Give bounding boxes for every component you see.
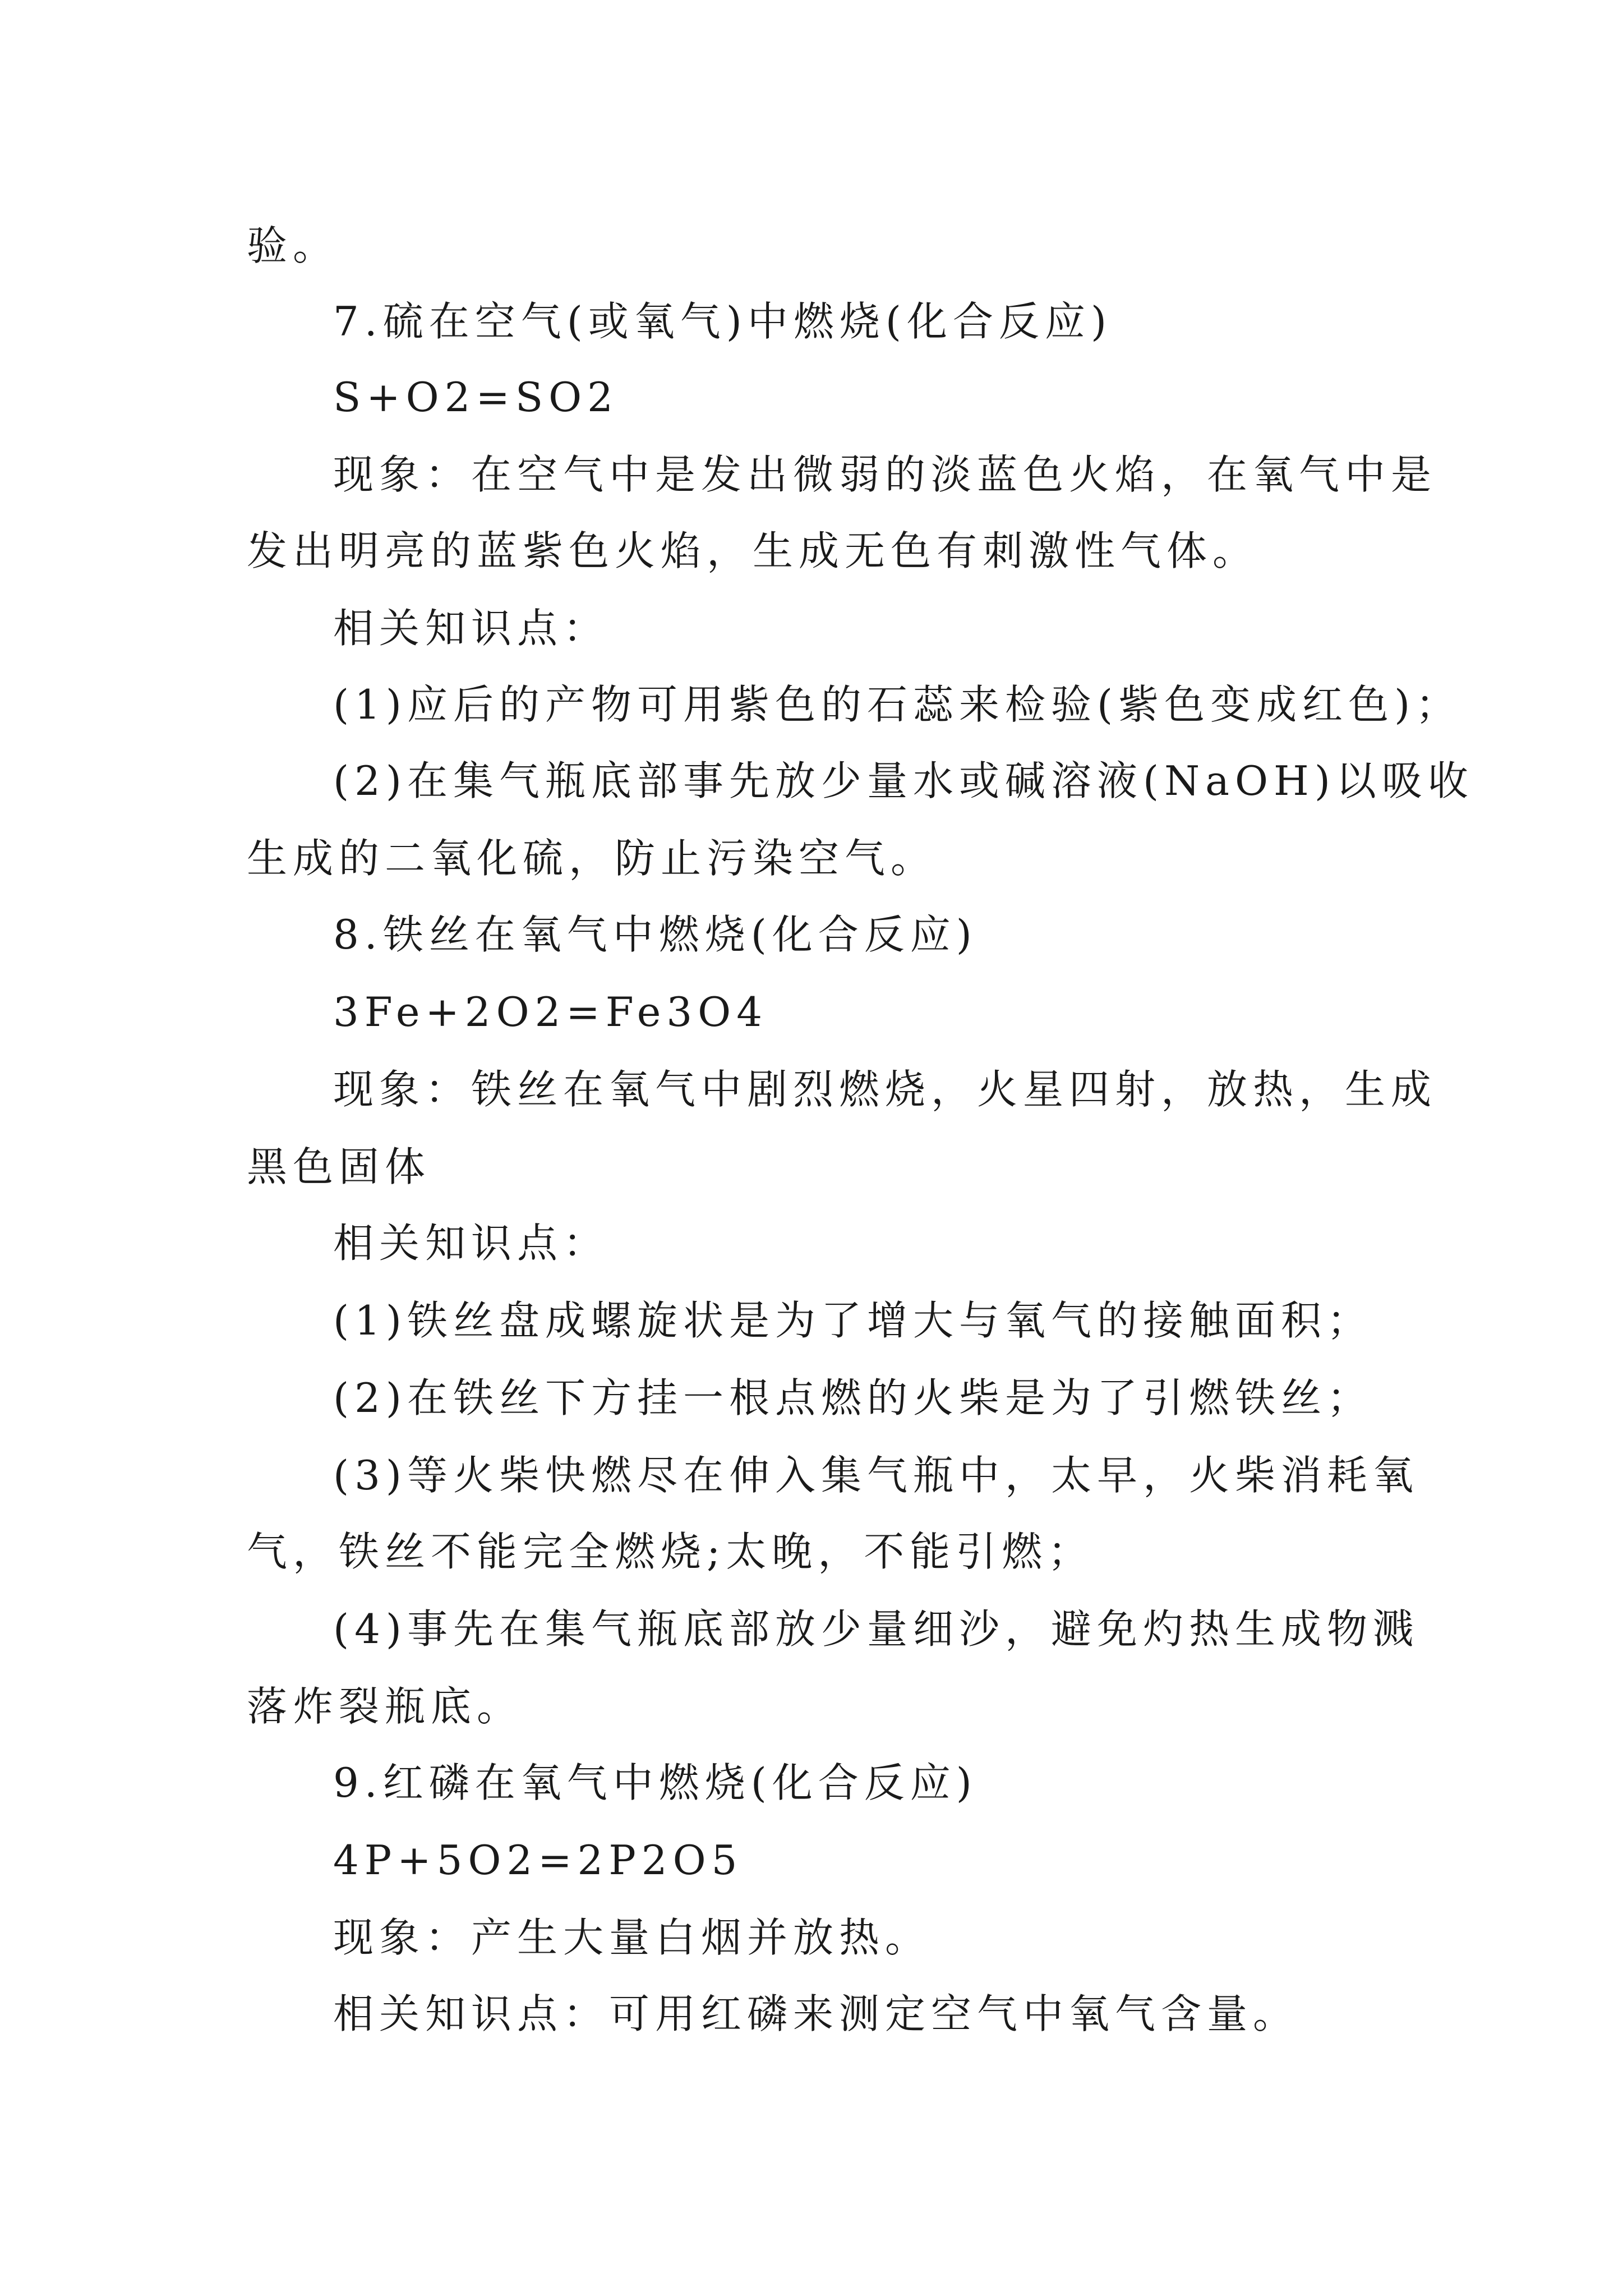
text-line: 相关知识点：可用红磷来测定空气中氧气含量。 (333, 1990, 1299, 2037)
text-line: 相关知识点： (333, 605, 610, 652)
section-heading-7: 7.硫在空气(或氧气)中燃烧(化合反应) (333, 298, 1113, 345)
text-line: 生成的二氧化硫，防止污染空气。 (247, 835, 937, 882)
text-line: 相关知识点： (333, 1220, 610, 1267)
text-line: (2)在集气瓶底部事先放少量水或碱溶液(NaOH)以吸收 (333, 757, 1474, 804)
section-heading-9: 9.红磷在氧气中燃烧(化合反应) (333, 1759, 978, 1806)
text-line: (1)铁丝盘成螺旋状是为了增大与氧气的接触面积； (333, 1297, 1373, 1344)
equation-line: 4P+5O2=2P2O5 (333, 1837, 743, 1884)
text-line: (3)等火柴快燃尽在伸入集气瓶中，太早，火柴消耗氧 (333, 1452, 1419, 1499)
text-line: 现象：在空气中是发出微弱的淡蓝色火焰，在氧气中是 (333, 451, 1437, 498)
text-line: 验。 (247, 222, 339, 269)
text-line: (4)事先在集气瓶底部放少量细沙，避免灼热生成物溅 (333, 1605, 1419, 1653)
text-line: (2)在铁丝下方挂一根点燃的火柴是为了引燃铁丝； (333, 1374, 1373, 1421)
equation-line: S+O2=SO2 (333, 374, 619, 421)
text-line: 黑色固体 (247, 1143, 431, 1190)
text-line: (1)应后的产物可用紫色的石蕊来检验(紫色变成红色)； (333, 681, 1462, 728)
text-line: 现象：铁丝在氧气中剧烈燃烧，火星四射，放热，生成 (333, 1066, 1437, 1113)
section-heading-8: 8.铁丝在氧气中燃烧(化合反应) (333, 911, 978, 958)
equation-line: 3Fe+2O2=Fe3O4 (333, 988, 768, 1036)
text-line: 现象：产生大量白烟并放热。 (333, 1914, 932, 1961)
text-line: 气，铁丝不能完全燃烧;太晚，不能引燃； (247, 1528, 1094, 1575)
text-line: 落炸裂瓶底。 (247, 1683, 523, 1730)
text-line: 发出明亮的蓝紫色火焰，生成无色有刺激性气体。 (247, 527, 1259, 574)
